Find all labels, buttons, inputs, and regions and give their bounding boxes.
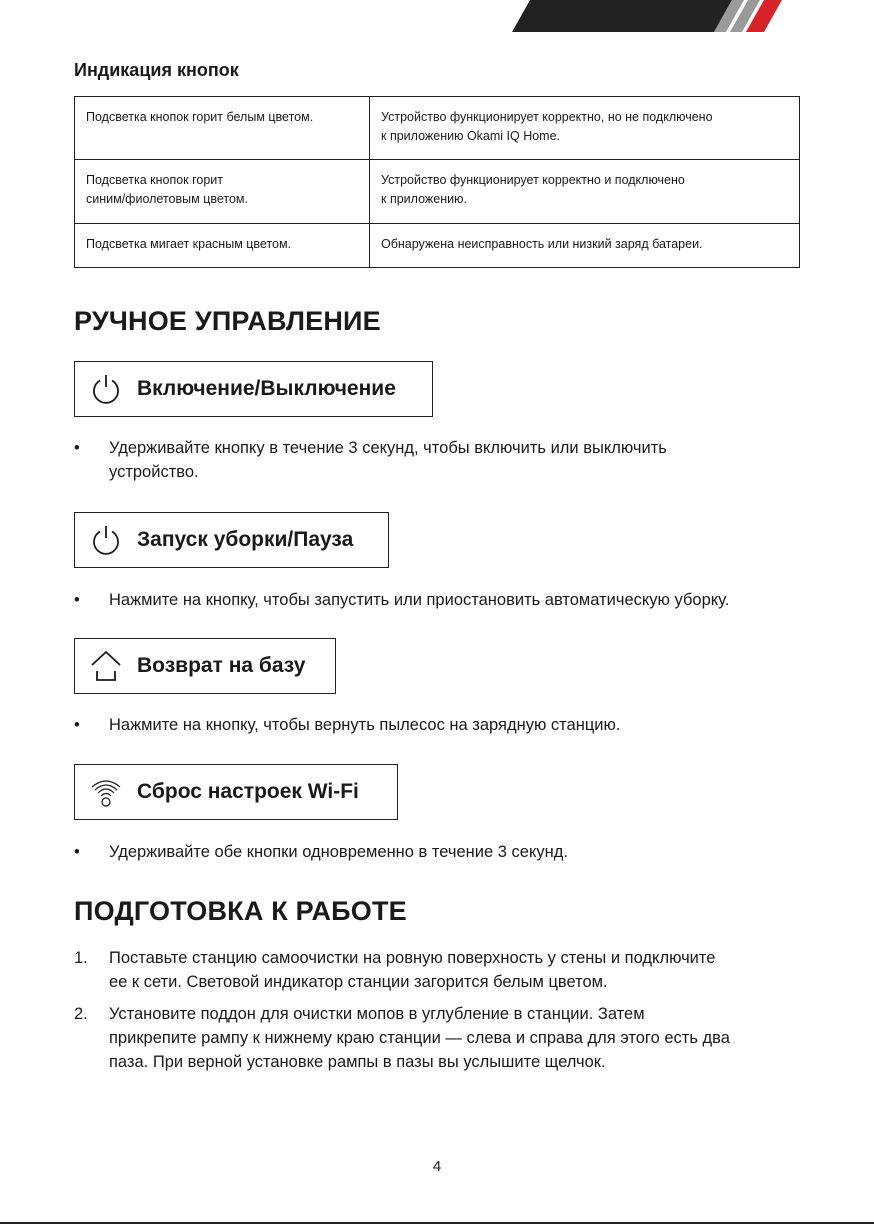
indication-title: Индикация кнопок [74, 60, 239, 80]
page-number: 4 [432, 1158, 442, 1175]
wifi-icon [89, 775, 123, 809]
cell-line: синим/фиолетовым цветом. [86, 192, 248, 206]
cell-line: к приложению Okami IQ Home. [381, 129, 561, 143]
table-cell-meaning [370, 160, 800, 224]
return-home-button-box [74, 638, 336, 694]
bullet-text: Нажмите на кнопку, чтобы вернуть пылесос на зарядную станцию. [109, 716, 621, 734]
start-pause-button-label: Запуск уборки/Пауза [137, 528, 354, 551]
start-pause-button-box [74, 512, 389, 568]
bullet-dot: • [74, 591, 80, 609]
home-icon [89, 649, 123, 683]
bullet-dot: • [74, 716, 80, 734]
bullet-line: Удерживайте кнопку в течение 3 секунд, чтобы включить или выключить [109, 439, 667, 457]
step-text [109, 1002, 809, 1074]
table-row [75, 97, 800, 160]
bullet-dot: • [74, 439, 80, 457]
table-cell-state [75, 160, 370, 224]
list-item [74, 946, 834, 996]
preparation-heading: ПОДГОТОВКА К РАБОТЕ [74, 896, 407, 926]
manual-control-heading: РУЧНОЕ УПРАВЛЕНИЕ [74, 306, 381, 336]
power-icon [89, 523, 123, 557]
cell-line: к приложению. [381, 192, 467, 206]
table-row [75, 224, 800, 268]
bullet-text: Нажмите на кнопку, чтобы запустить или приостановить автоматическую уборку. [109, 591, 730, 609]
step-number: 1. [74, 949, 88, 967]
cell-line: Устройство функционирует корректно и подключено [381, 173, 685, 187]
table-cell-meaning [370, 97, 800, 160]
header-stripes-decoration [480, 0, 874, 32]
power-icon [89, 372, 123, 406]
bullet-line: устройство. [109, 463, 199, 481]
bullet-text: Удерживайте обе кнопки одновременно в течение 3 секунд. [109, 843, 568, 861]
list-item [74, 588, 804, 614]
cell-line: Подсветка кнопок горит [86, 173, 224, 187]
step-text [109, 946, 809, 994]
step-number: 2. [74, 1005, 88, 1023]
bottom-rule [0, 1222, 874, 1224]
list-item [74, 713, 804, 739]
power-button-box [74, 361, 433, 417]
wifi-reset-button-label: Сброс настроек Wi-Fi [137, 780, 359, 803]
step-line: Установите поддон для очистки мопов в углубление в станции. Затем [109, 1005, 645, 1023]
table-cell-meaning: Обнаружена неисправность или низкий заряд батареи. [370, 224, 800, 268]
step-line: паза. При верной установке рампы в пазы вы услышите щелчок. [109, 1053, 606, 1071]
step-line: ее к сети. Световой индикатор станции загорится белым цветом. [109, 973, 608, 991]
bullet-dot: • [74, 843, 80, 861]
list-item [74, 840, 804, 866]
bullet-text [109, 436, 667, 484]
step-line: прикрепите рампу к нижнему краю станции — слева и справа для этого есть два [109, 1029, 730, 1047]
table-row [75, 160, 800, 224]
indication-table [74, 96, 800, 268]
cell-line: Устройство функционирует корректно, но не подключено [381, 110, 713, 124]
step-line: Поставьте станцию самоочистки на ровную поверхность у стены и подключите [109, 949, 716, 967]
return-home-button-label: Возврат на базу [137, 654, 306, 677]
power-button-label: Включение/Выключение [137, 377, 396, 400]
table-cell-state: Подсветка кнопок горит белым цветом. [75, 97, 370, 160]
list-item [74, 436, 804, 486]
wifi-reset-button-box [74, 764, 398, 820]
table-cell-state: Подсветка мигает красным цветом. [75, 224, 370, 268]
list-item [74, 1002, 834, 1076]
